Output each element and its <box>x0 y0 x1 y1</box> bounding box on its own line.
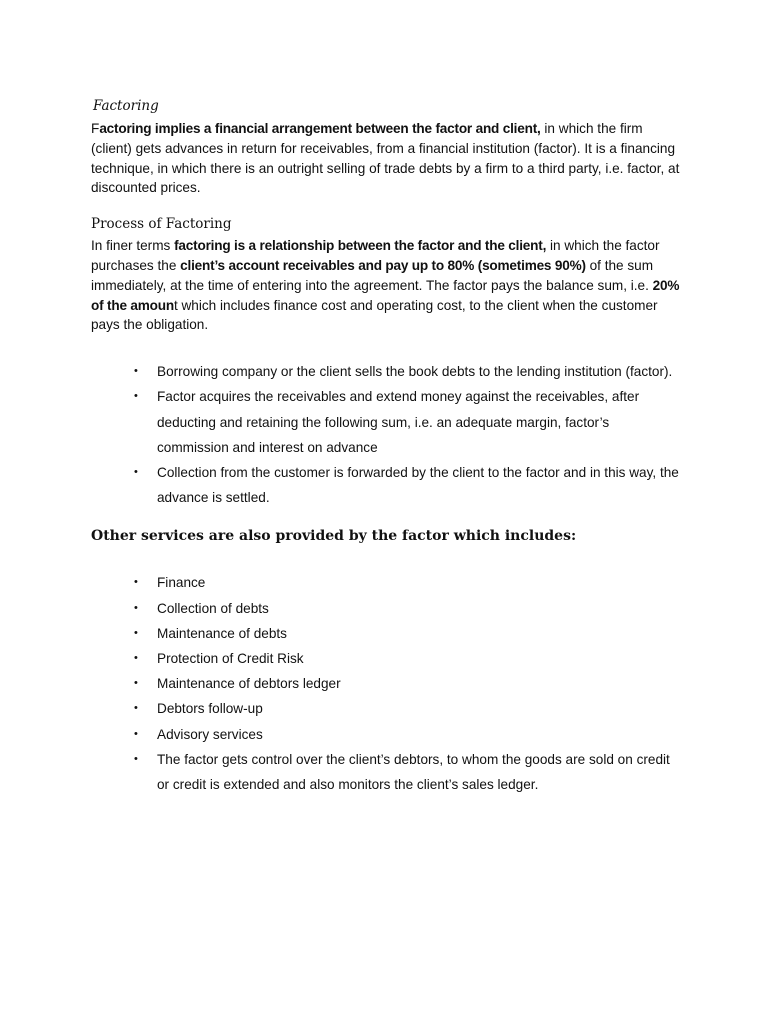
list-item-text: Borrowing company or the client sells the book debts to the lending institution (factor). <box>157 364 673 380</box>
list-item <box>134 570 681 595</box>
bold-phrase: actoring implies a financial arrangement between the factor and client, <box>99 121 541 136</box>
list-item <box>134 460 681 510</box>
paragraph-factoring-definition <box>91 119 681 198</box>
paragraph-text: in which the firm (client) gets advances in return for receivables, from a financial institution (factor). It is a financing technique, in which there is an outright selling of trade debts by a firm to a third party, i.e. factor, at discounted prices. <box>91 121 680 196</box>
list-item <box>134 747 681 797</box>
list-item <box>134 621 681 646</box>
bullet-icon: • <box>134 702 138 715</box>
list-item-text: Maintenance of debtors ledger <box>157 676 341 692</box>
list-item-text: Factor acquires the receivables and extend money against the receivables, after deducting and retaining the following sum, i.e. an adequate margin, factor’s commission and interest on advance <box>157 389 640 455</box>
paragraph-text: in which the factor purchases the <box>91 238 660 273</box>
list-item <box>134 696 681 721</box>
list-item-text: Protection of Credit Risk <box>157 651 304 666</box>
list-item <box>134 722 681 747</box>
list-item <box>134 384 681 460</box>
section-heading-factoring: Factoring <box>93 98 159 114</box>
bullet-icon: • <box>134 752 138 765</box>
bullet-icon: • <box>134 576 138 589</box>
bullet-icon: • <box>134 601 138 614</box>
bullet-icon: • <box>134 652 138 664</box>
bold-phrase: factoring is a relationship between the factor and the client, <box>174 238 547 254</box>
section-heading-other-services: Other services are also provided by the factor which includes: <box>91 528 577 545</box>
list-item-text: Debtors follow-up <box>157 701 263 717</box>
paragraph-process <box>91 236 681 335</box>
process-steps-list <box>91 359 681 510</box>
list-item-text: Advisory services <box>157 726 263 742</box>
paragraph-text: of the sum immediately, at the time of entering into the agreement. The factor pays the balance sum, i.e. <box>91 257 654 293</box>
bullet-icon: • <box>134 677 138 690</box>
list-item <box>134 359 681 384</box>
list-item-text: Collection of debts <box>157 600 269 616</box>
list-item <box>134 671 681 696</box>
services-list <box>91 570 681 797</box>
paragraph-text: t which includes finance cost and operating cost, to the client when the customer pays the obligation. <box>91 297 658 333</box>
list-item <box>134 596 681 621</box>
bullet-icon: • <box>134 365 138 378</box>
bold-initial: F <box>91 121 100 136</box>
bold-phrase: client’s account receivables and pay up to 80% (sometimes 90%) <box>180 257 586 273</box>
bold-phrase: 20% of the amoun <box>91 277 680 313</box>
list-item-text: Maintenance of debts <box>157 625 287 641</box>
paragraph-text: In finer terms <box>91 238 175 254</box>
list-item <box>134 646 681 671</box>
bullet-icon: • <box>134 465 138 478</box>
document-page <box>91 96 681 797</box>
bullet-icon: • <box>134 727 138 740</box>
bullet-icon: • <box>134 626 138 639</box>
list-item-text: Collection from the customer is forwarded by the client to the factor and in this way, the advance is settled. <box>157 464 679 506</box>
bullet-icon: • <box>134 390 138 403</box>
section-heading-process: Process of Factoring <box>91 216 232 233</box>
list-item-text: Finance <box>157 575 206 591</box>
list-item-text: The factor gets control over the client’s debtors, to whom the goods are sold on credit or credit is extended and also monitors the client’s sales ledger. <box>157 751 670 793</box>
